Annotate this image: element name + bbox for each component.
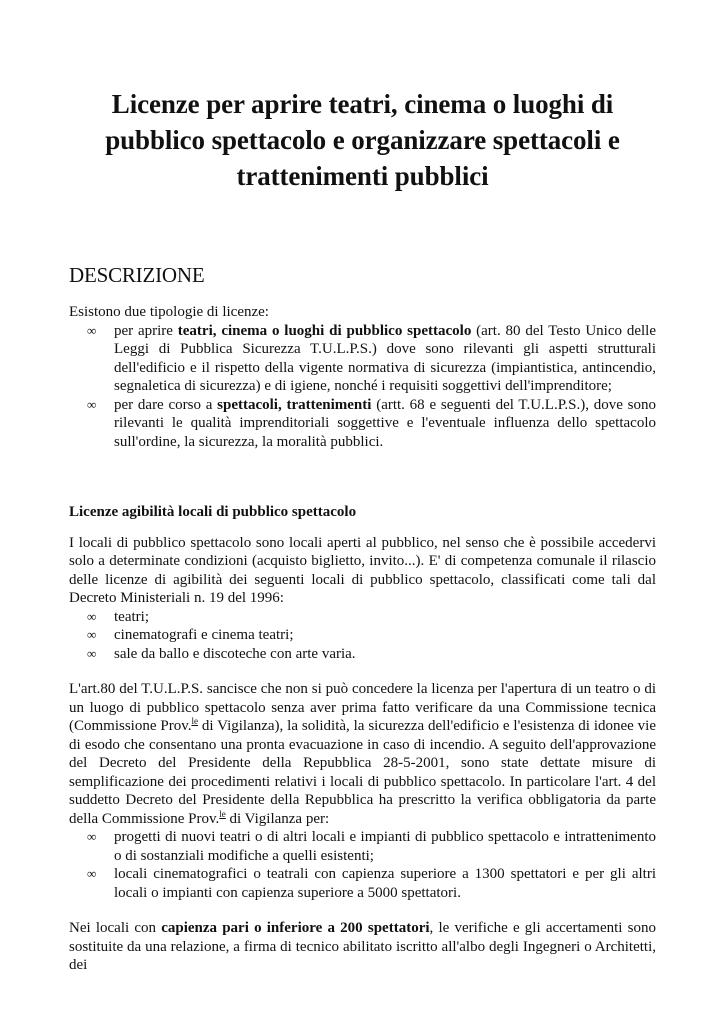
list-item: ∞ progetti di nuovi teatri o di altri locali e impianti di pubblico spettacolo e intrattenimento o di sostanziali modifiche a quelli esistenti; [87, 829, 656, 864]
list-item: ∞ per aprire teatri, cinema o luoghi di pubblico spettacolo (art. 80 del Testo Unico delle Leggi di Pubblica Sicurezza T.U.L.P.S.) dove sono rilevanti gli aspetti strutturali dell'edificio e il rispetto della vigente normativa di sicurezza (impiantistica, antincendio, segnaletica di sicurezza) e di igiene, nonché i requisiti soggettivi dell'imprenditore; [87, 322, 656, 394]
intro-paragraph: Esistono due tipologie di licenze: [69, 304, 269, 320]
infinity-bullet-icon: ∞ [87, 322, 97, 338]
list-item: ∞ sale da ballo e discoteche con arte varia. [87, 645, 356, 662]
list-item: ∞ teatri; [87, 608, 149, 625]
list-item: ∞ locali cinematografici o teatrali con capienza superiore a 1300 spettatori e per gli altri locali o impianti con capienza superiore a 5000 spettatori. [87, 866, 656, 901]
infinity-bullet-icon: ∞ [87, 608, 97, 624]
verifica-list [69, 828, 656, 902]
infinity-bullet-icon: ∞ [87, 866, 97, 881]
list-item: ∞ per dare corso a spettacoli, trattenimenti (artt. 68 e seguenti del T.U.L.P.S.), dove sono rilevanti le qualità imprenditoriali soggettive e l'eventuale influenza dello spettacolo sull'ordine, la sicurezza, la moralità pubblici. [87, 396, 656, 450]
emphasis-text: capienza pari o inferiore a 200 spettatori [161, 920, 430, 936]
page-title: Licenze per aprire teatri, cinema o luoghi di pubblico spettacolo e organizzare spettacoli e trattenimenti pubblici [105, 89, 620, 191]
infinity-bullet-icon: ∞ [87, 627, 97, 642]
infinity-bullet-icon: ∞ [87, 829, 97, 844]
superscript-le: le [191, 716, 198, 726]
emphasis-text: spettacoli, trattenimenti [217, 396, 372, 413]
infinity-bullet-icon: ∞ [87, 645, 97, 661]
paragraph-locali: I locali di pubblico spettacolo sono locali aperti al pubblico, nel senso che è possibile accedervi solo a determinate condizioni (acquisto biglietto, invito...). E' di competenza comunale il rilascio delle licenze di agibilità dei seguenti locali di pubblico spettacolo, classificati come tali dal Decreto Ministeriali n. 19 del 1996: [69, 534, 656, 606]
locali-list [69, 608, 656, 664]
infinity-bullet-icon: ∞ [87, 396, 97, 412]
paragraph-capienza: Nei locali con capienza pari o inferiore a 200 spettatori, le verifiche e gli accertamenti sono sostituite da una relazione, a firma di tecnico abilitato iscritto all'albo degli Ingegneri o Architetti, dei [69, 920, 656, 973]
emphasis-text: teatri, cinema o luoghi di pubblico spettacolo [177, 322, 472, 339]
subheading-licenze-agibilita: Licenze agibilità locali di pubblico spettacolo [69, 504, 357, 520]
list-item: ∞ cinematografi e cinema teatri; [87, 627, 294, 643]
superscript-le: le [219, 808, 226, 819]
section-heading-descrizione: DESCRIZIONE [69, 263, 205, 287]
paragraph-art80: L'art.80 del T.U.L.P.S. sancisce che non si può concedere la licenza per l'apertura di un teatro o di un luogo di pubblico spettacolo senza aver prima fatto verificare da una Commissione tecnica (Commissione Prov.$^{le}$ di Vigilanza), la solidità, la sicurezza dell'edificio e l'esistenza di idonee vie di esodo che consentano una pronta evacuazione in caso di incendio. A seguito dell'approvazione del Decreto del Presidente della Repubblica 28-5-2001, sono state dettate misure di semplificazione dei procedimenti relativi i locali di pubblico spettacolo. In particolare l'art. 4 del suddetto Decreto del Presidente della Repubblica ha prescritto la verifica obbligatoria da parte della Commissione Prov.$^{le}$ di Vigilanza per: [69, 681, 656, 827]
licenze-list [69, 322, 656, 452]
